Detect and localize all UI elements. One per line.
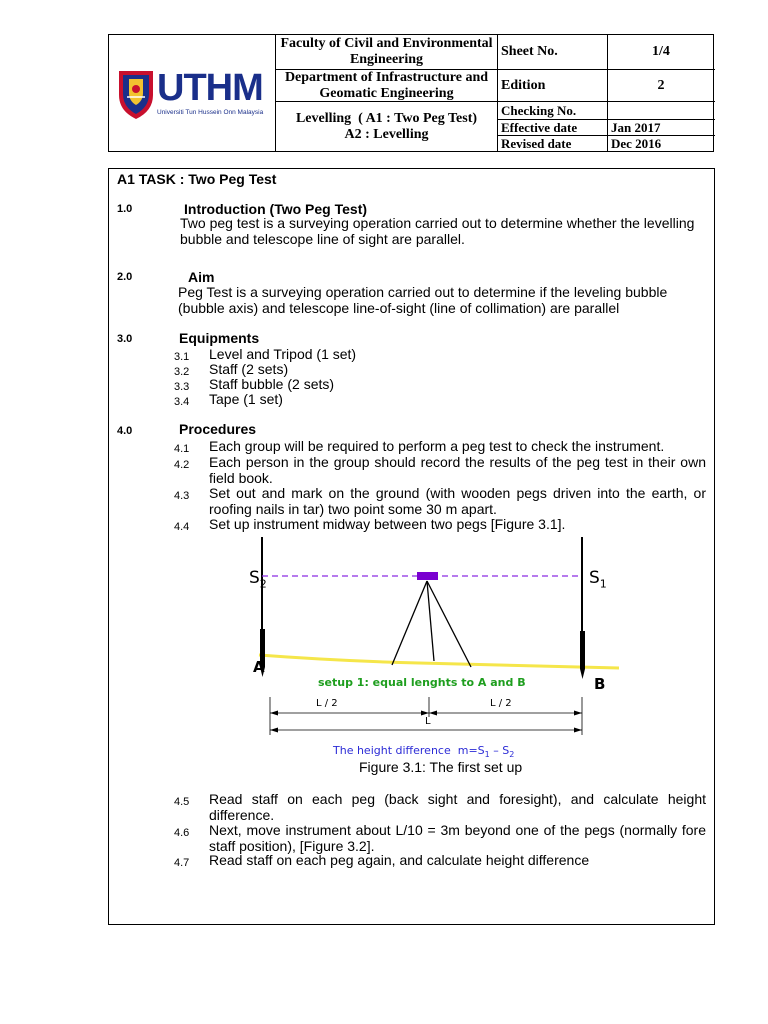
list-number: 4.4 [174, 521, 190, 533]
label-b: B [594, 675, 606, 693]
list-item: Read staff on each peg (back sight and foresight), and calculate height difference. [209, 791, 706, 823]
revised-date-label: Revised date [501, 135, 572, 151]
title-line-2: A2 : Levelling [344, 126, 429, 142]
list-number: 4.7 [174, 857, 190, 869]
list-item: Set up instrument midway between two pegs [Figure 3.1]. [209, 516, 566, 532]
list-number: 4.1 [174, 443, 190, 455]
header-divider [497, 35, 498, 151]
revised-date-value: Dec 2016 [611, 135, 662, 151]
effective-date-value: Jan 2017 [611, 119, 661, 135]
section-number: 3.0 [117, 333, 133, 345]
list-number: 3.3 [174, 381, 190, 393]
section-heading: Aim [188, 269, 215, 285]
list-number: 4.5 [174, 796, 190, 808]
list-number: 3.4 [174, 396, 190, 408]
section-heading: Equipments [179, 330, 260, 346]
department-name: Department of Infrastructure and Geomatic Engineering [284, 69, 489, 101]
height-difference-formula: The height difference $m=S_1 - S_2$ [333, 744, 515, 760]
faculty-name: Faculty of Civil and Environmental Engineering [280, 36, 493, 67]
content-frame [108, 168, 715, 925]
label-half-left: L / 2 [316, 698, 338, 709]
title-line-1: Levelling ( A1 : Two Peg Test) [295, 110, 478, 126]
label-total: L [425, 716, 431, 727]
list-number: 3.2 [174, 366, 190, 378]
logo-wordmark: UTHM [157, 67, 263, 109]
list-item: Tape (1 set) [209, 391, 283, 407]
list-item: Staff (2 sets) [209, 361, 289, 377]
peg-test-figure [219, 537, 629, 757]
list-number: 4.2 [174, 459, 190, 471]
sheet-value: 1/4 [652, 44, 670, 59]
list-item: Staff bubble (2 sets) [209, 376, 335, 392]
section-heading: Introduction (Two Peg Test) [184, 201, 368, 217]
level-instrument [417, 572, 438, 580]
section-text: Two peg test is a surveying operation carried out to determine whether the levelling bubble and telescope line of sight are parallel. [180, 215, 695, 247]
section-number: 2.0 [117, 271, 133, 283]
uthm-logo [117, 67, 275, 125]
edition-value: 2 [657, 77, 665, 93]
checking-label: Checking No. [501, 102, 577, 118]
sheet-label: Sheet No. [501, 44, 558, 59]
list-number: 3.1 [174, 351, 190, 363]
document-title [276, 102, 497, 151]
tripod-leg [392, 581, 427, 665]
list-number: 4.3 [174, 490, 190, 502]
task-title: A1 TASK : Two Peg Test [117, 171, 277, 187]
section-text: Peg Test is a surveying operation carried out to determine if the leveling bubble (bubble axis) and telescope line-of-sight (line of collimation) are parallel [178, 284, 668, 316]
checking-value [608, 102, 714, 119]
label-s2: $S_2$ [249, 568, 267, 591]
list-number: 4.6 [174, 827, 190, 839]
list-item: Next, move instrument about L/10 = 3m beyond one of the pegs (normally fore staff position), [Figure 3.2]. [209, 822, 706, 854]
ground-line [259, 655, 619, 668]
edition-label: Edition [501, 77, 546, 93]
figure-caption: Figure 3.1: The first set up [359, 759, 523, 775]
list-item: Each group will be required to perform a peg test to check the instrument. [209, 438, 665, 454]
list-item: Each person in the group should record the results of the peg test in their own field book. [209, 454, 706, 486]
label-half-right: L / 2 [490, 698, 512, 709]
effective-date-label: Effective date [501, 119, 578, 135]
peg-b [580, 631, 585, 669]
section-heading: Procedures [179, 421, 257, 437]
list-item: Set out and mark on the ground (with wooden pegs driven into the earth, or roofing nails in tar) two point some 30 m apart. [209, 485, 706, 517]
list-item: Level and Tripod (1 set) [209, 346, 357, 362]
section-number: 4.0 [117, 425, 133, 437]
header-table [108, 34, 714, 152]
list-item: Read staff on each peg again, and calculate height difference [209, 852, 590, 868]
logo-tagline: Universiti Tun Hussein Onn Malaysia [157, 109, 264, 116]
label-s1: $S_1$ [589, 568, 607, 591]
setup-caption: setup 1: equal lenghts to A and B [318, 676, 526, 689]
label-a: A [253, 658, 265, 676]
section-number: 1.0 [117, 203, 133, 215]
